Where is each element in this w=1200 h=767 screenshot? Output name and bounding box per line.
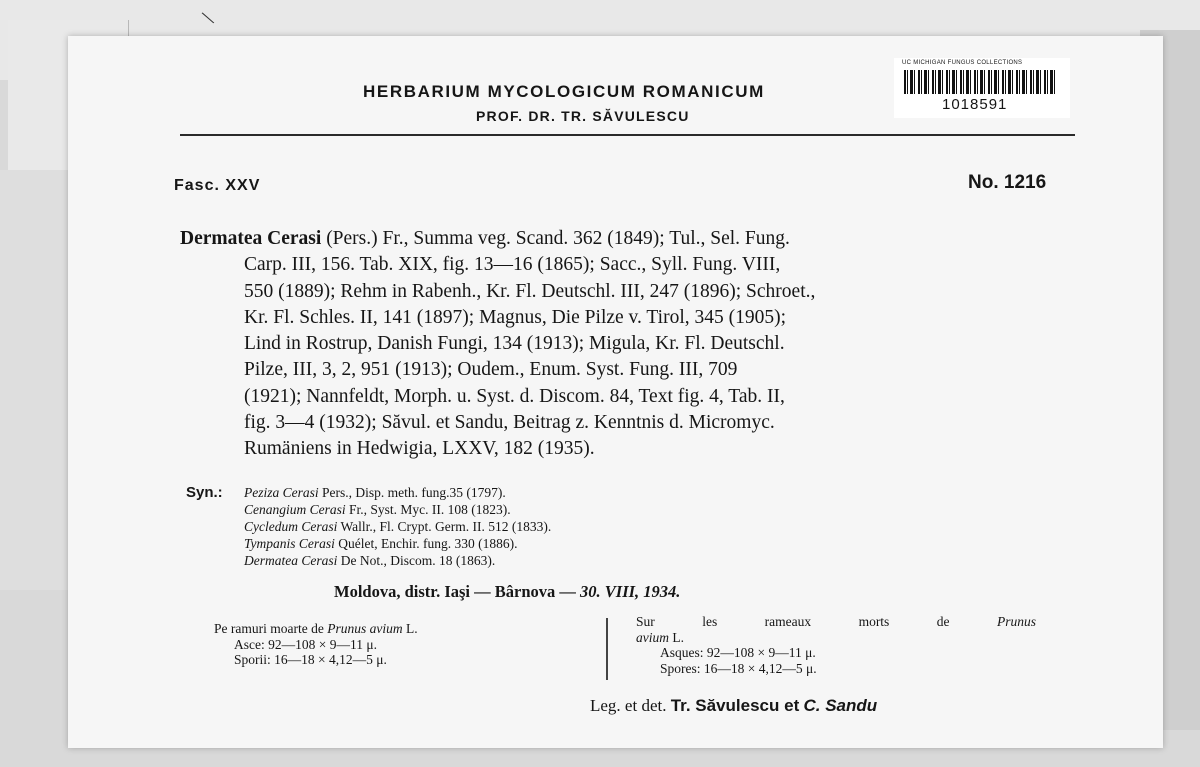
header-rule bbox=[180, 134, 1075, 136]
barcode-caption: UC MICHIGAN FUNGUS COLLECTIONS bbox=[902, 60, 1023, 66]
synonyms-list bbox=[244, 484, 551, 569]
citation-line: 550 (1889); Rehm in Rabenh., Kr. Fl. Deutschl. III, 247 (1896); Schroet., bbox=[244, 280, 816, 302]
citation-line: Rumäniens in Hedwigia, LXXV, 182 (1935). bbox=[244, 438, 595, 460]
barcode-bars bbox=[904, 70, 1058, 94]
herbarium-author: PROF. DR. TR. SĂVULESCU bbox=[476, 108, 690, 124]
spore-measure: Spores: 16—18 × 4,12—5 μ. bbox=[660, 660, 817, 676]
asci-measure: Asce: 92—108 × 9—11 μ. bbox=[234, 636, 377, 652]
synonym-item: Peziza Cerasi Pers., Disp. meth. fung.35 (1797). bbox=[244, 485, 506, 500]
herbarium-title: HERBARIUM MYCOLOGICUM ROMANICUM bbox=[363, 82, 765, 101]
column-divider bbox=[606, 618, 608, 680]
pencil-mark: \ bbox=[198, 5, 217, 30]
specimen-number: No. 1216 bbox=[968, 172, 1047, 193]
barcode bbox=[894, 58, 1070, 118]
asci-measure: Asques: 92—108 × 9—11 μ. bbox=[660, 645, 816, 660]
collector-second: C. Sandu bbox=[803, 696, 878, 715]
collector-names: Tr. Săvulescu et bbox=[670, 696, 800, 715]
host-romanian: Pe ramuri moarte de Prunus avium L. Asce: 92—108 × 9—11 μ. Sporii: 16—18 × 4,12—5 μ. bbox=[214, 621, 418, 667]
locality bbox=[334, 582, 680, 602]
citation-line: Lind in Rostrup, Danish Fungi, 134 (1913); Migula, Kr. Fl. Deutschl. bbox=[244, 333, 785, 355]
background-fold bbox=[0, 170, 77, 590]
synonym-item: Cycledum Cerasi Wallr., Fl. Crypt. Germ. II. 512 (1833). bbox=[244, 519, 552, 534]
locality-place: Moldova, distr. Iaşi — Bârnova — bbox=[334, 582, 576, 601]
collector-prefix: Leg. et det. bbox=[590, 696, 667, 715]
synonym-item: Tympanis Cerasi Quélet, Enchir. fung. 330 (1886). bbox=[244, 536, 518, 551]
citation-line: fig. 3—4 (1932); Săvul. et Sandu, Beitrag z. Kenntnis d. Micromyc. bbox=[244, 412, 775, 434]
citation-line: Pilze, III, 3, 2, 951 (1913); Oudem., Enum. Syst. Fung. III, 709 bbox=[244, 359, 738, 381]
barcode-number: 1018591 bbox=[942, 96, 1008, 113]
species-name: Dermatea Cerasi bbox=[180, 228, 322, 249]
species-citation bbox=[180, 226, 1080, 463]
synonym-item: Cenangium Cerasi Fr., Syst. Myc. II. 108 (1823). bbox=[244, 502, 511, 517]
synonyms-label: Syn.: bbox=[186, 484, 223, 501]
synonym-item: Dermatea Cerasi De Not., Discom. 18 (1863). bbox=[244, 553, 496, 568]
citation-line: (Pers.) Fr., Summa veg. Scand. 362 (1849); Tul., Sel. Fung. bbox=[326, 228, 790, 249]
host-french: Sur les rameaux morts de Prunus avium L. Asques: 92—108 × 9—11 μ. Spores: 16—18 × 4,12—5 μ. bbox=[636, 614, 1036, 676]
herbarium-label bbox=[68, 36, 1163, 748]
fascicle: Fasc. XXV bbox=[174, 177, 261, 194]
citation-line: Carp. III, 156. Tab. XIX, fig. 13—16 (1865); Sacc., Syll. Fung. VIII, bbox=[244, 254, 781, 276]
citation-line: (1921); Nannfeldt, Morph. u. Syst. d. Discom. 84, Text fig. 4, Tab. II, bbox=[244, 385, 785, 407]
collection-date: 30. VIII, 1934. bbox=[580, 582, 681, 601]
collector-line bbox=[590, 696, 877, 716]
spore-measure: Sporii: 16—18 × 4,12—5 μ. bbox=[234, 652, 387, 667]
citation-line: Kr. Fl. Schles. II, 141 (1897); Magnus, Die Pilze v. Tirol, 345 (1905); bbox=[244, 306, 787, 328]
